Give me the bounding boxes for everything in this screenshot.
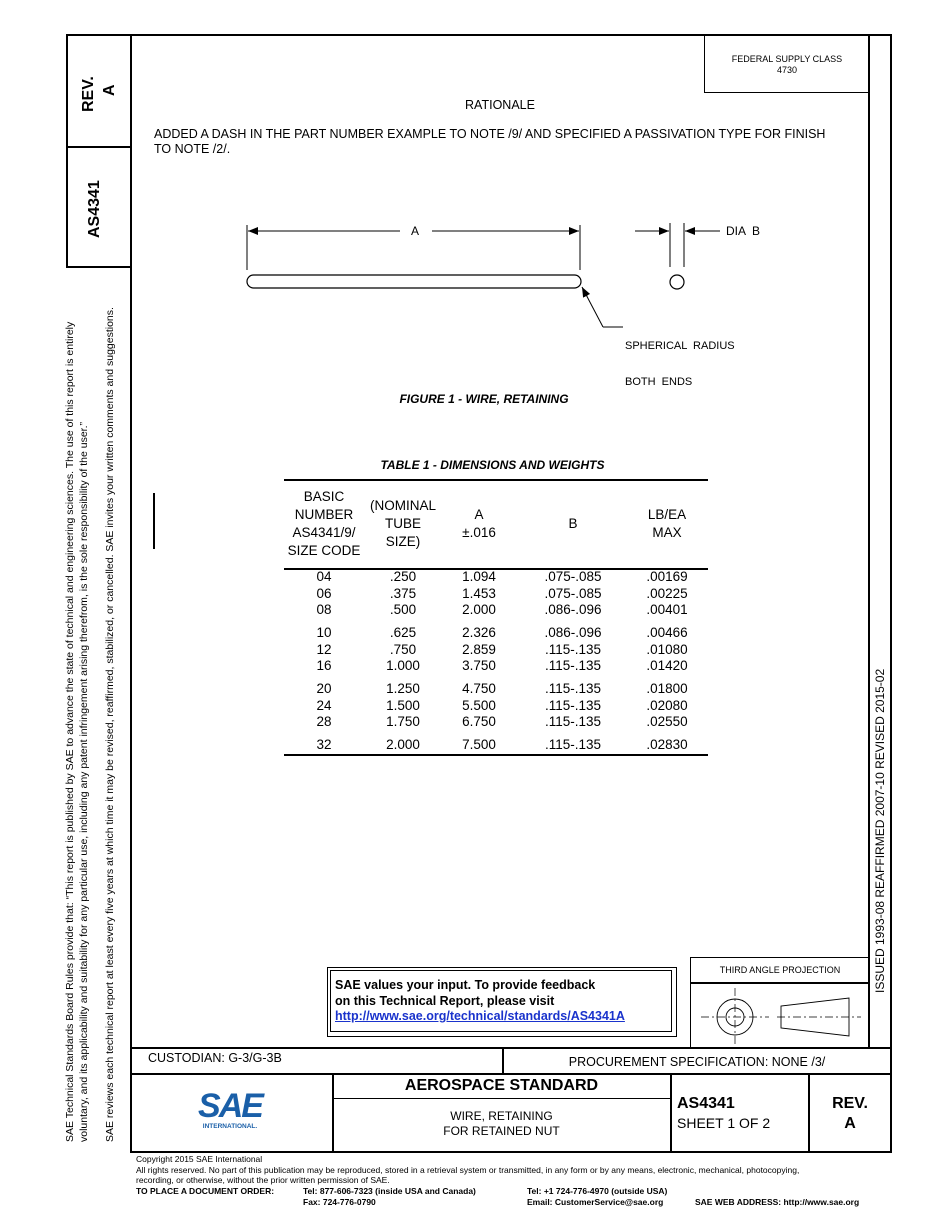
- dim-a-label: A: [411, 224, 420, 238]
- copyright: Copyright 2015 SAE International: [136, 1154, 263, 1164]
- header-line: B: [568, 516, 578, 531]
- table-cell: 6.750: [462, 714, 496, 729]
- table-cell: 2.326: [462, 625, 496, 640]
- feedback-box: [327, 967, 677, 1037]
- projection-box: [690, 957, 869, 1048]
- header-line: TUBE: [384, 516, 421, 531]
- table-cell: 1.453: [462, 585, 496, 601]
- col-header-basic-number: [284, 488, 364, 560]
- table-cell: 1.500: [386, 697, 420, 713]
- table-cell: 5.500: [462, 697, 496, 713]
- header-line: SIZE): [385, 534, 421, 549]
- table-cell: 3.750: [462, 658, 496, 673]
- table-cell: .00225: [646, 585, 688, 601]
- title-rev: [809, 1094, 891, 1134]
- table-cell: .02080: [646, 697, 688, 713]
- spherical-radius-note: [625, 316, 735, 400]
- issue-history: ISSUED 1993-08 REAFFIRMED 2007-10 REVISED 2015-02: [873, 668, 887, 993]
- rev-label-vertical: REV.: [80, 76, 97, 112]
- sheet-number: SHEET 1 OF 2: [677, 1115, 771, 1131]
- table-cell: .00169: [646, 569, 688, 584]
- feedback-line2: on this Technical Report, please visit: [335, 993, 555, 1008]
- table-cell: 04: [316, 569, 332, 584]
- table-cell: 10: [316, 625, 332, 640]
- sae-logo: [180, 1087, 280, 1130]
- title-line1: WIRE, RETAINING: [450, 1109, 553, 1123]
- table-cell: 1.750: [386, 714, 420, 729]
- table-cell: .750: [389, 641, 417, 657]
- document-title: [333, 1109, 670, 1139]
- col-header-weight: [624, 506, 710, 542]
- title-line2: FOR RETAINED NUT: [443, 1124, 560, 1138]
- table-cell: 4.750: [462, 681, 496, 696]
- table-cell: .625: [389, 625, 417, 640]
- header-line: A: [474, 507, 484, 522]
- table-title: TABLE 1 - DIMENSIONS AND WEIGHTS: [380, 458, 605, 472]
- col-header-a: [440, 506, 518, 542]
- rights-line1: All rights reserved. No part of this publication may be reproduced, stored in a retrieval system or transmitted, in any form or by any means, electronic, mechanical, photocopying,: [136, 1164, 800, 1175]
- third-angle-projection-symbol: [691, 984, 869, 1048]
- table-cell: .00401: [646, 602, 688, 617]
- table-cell: 06: [316, 585, 332, 601]
- title-rev-label: REV.: [832, 1095, 868, 1112]
- footer: [136, 1154, 886, 1186]
- table-cell: .115-.135: [544, 697, 602, 713]
- col-header-b: [528, 515, 618, 533]
- sae-logo-subtext: INTERNATIONAL.: [202, 1123, 258, 1130]
- table-cell: 28: [316, 714, 332, 729]
- revision-change-bar: [153, 493, 155, 549]
- table-cell: 2.000: [386, 737, 420, 752]
- feedback-link[interactable]: http://www.sae.org/technical/standards/AS4341A: [335, 1009, 625, 1023]
- wire-section-circle: [670, 275, 684, 289]
- table-cell: .115-.135: [544, 658, 602, 673]
- rationale-heading: RATIONALE: [465, 98, 535, 112]
- table-cell: .086-.096: [544, 602, 602, 617]
- table-cell: 1.000: [386, 658, 420, 673]
- table-cell: .02550: [646, 714, 688, 729]
- figure-caption: FIGURE 1 - WIRE, RETAINING: [399, 392, 569, 406]
- rights-line2: recording, or otherwise, without the prior written permission of SAE.: [136, 1175, 390, 1185]
- table-cell: .250: [389, 569, 417, 584]
- header-line: AS4341/9/: [292, 525, 356, 540]
- table-cell: .075-.085: [544, 569, 602, 584]
- projection-label: THIRD ANGLE PROJECTION: [719, 965, 841, 975]
- supply-class-box: [704, 34, 869, 93]
- table-cell: 08: [316, 602, 332, 617]
- title-doc-number: AS4341: [677, 1095, 735, 1112]
- board-rules-line2: voluntary, and its applicability and suitability for any particular use, including any patent infringement arising therefrom, is the sole responsibility of the user.”: [78, 421, 90, 1142]
- table-cell: 2.859: [462, 641, 496, 657]
- header-line: MAX: [652, 525, 682, 540]
- order-tel-intl: Tel: +1 724-776-4970 (outside USA): [527, 1186, 668, 1196]
- table-cell: 2.000: [462, 602, 496, 617]
- header-line: NUMBER: [294, 507, 354, 522]
- table-cell: .115-.135: [544, 641, 602, 657]
- supply-class-value: 4730: [776, 65, 798, 75]
- table-cell: 32: [316, 737, 332, 752]
- order-fax: Fax: 724-776-0790: [303, 1197, 376, 1207]
- note-line1: SPHERICAL RADIUS: [625, 340, 735, 352]
- sae-web-address[interactable]: SAE WEB ADDRESS: http://www.sae.org: [695, 1197, 860, 1207]
- order-email[interactable]: Email: CustomerService@sae.org: [527, 1197, 664, 1207]
- table-cell: .086-.096: [544, 625, 602, 640]
- table-cell: 1.250: [386, 681, 420, 696]
- board-rules-line1: SAE Technical Standards Board Rules provide that: “This report is published by SAE to advance the state of technical and engineering sciences. The use of this report is entirely: [64, 321, 76, 1142]
- table-body: [284, 569, 708, 753]
- table-cell: 1.094: [462, 569, 496, 584]
- rev-value-vertical: A: [101, 84, 118, 96]
- order-label: TO PLACE A DOCUMENT ORDER:: [136, 1186, 275, 1196]
- header-line: LB/EA: [647, 507, 687, 522]
- review-line: SAE reviews each technical report at least every five years at which time it may be revised, reaffirmed, stabilized, or cancelled. SAE invites your written comments and suggestions.: [104, 307, 116, 1142]
- table-cell: .500: [389, 602, 417, 617]
- feedback-line1: SAE values your input. To provide feedback: [335, 978, 596, 992]
- table-cell: .02830: [646, 737, 688, 752]
- table-cell: .01080: [646, 641, 688, 657]
- custodian-field: CUSTODIAN: G-3/G-3B: [148, 1051, 282, 1065]
- table-cell: .115-.135: [544, 714, 602, 729]
- supply-class-label: FEDERAL SUPPLY CLASS: [731, 54, 843, 64]
- doc-number-vertical: AS4341: [86, 180, 103, 238]
- table-cell: .115-.135: [544, 737, 602, 752]
- table-cell: 20: [316, 681, 332, 696]
- header-line: (NOMINAL: [369, 498, 436, 513]
- table-cell: .01800: [646, 681, 688, 696]
- procurement-field: PROCUREMENT SPECIFICATION: NONE /3/: [568, 1055, 826, 1069]
- title-rev-value: A: [844, 1115, 856, 1132]
- table-cell: .075-.085: [544, 585, 602, 601]
- table-cell: 7.500: [462, 737, 496, 752]
- table-cell: .01420: [646, 658, 688, 673]
- table-cell: 24: [316, 697, 332, 713]
- header-line: ±.016: [462, 525, 496, 540]
- table-cell: .375: [389, 585, 417, 601]
- order-tel-us: Tel: 877-606-7323 (inside USA and Canada): [303, 1186, 476, 1196]
- dim-b-label: DIA B: [726, 224, 761, 238]
- table-cell: 16: [316, 658, 332, 673]
- sae-logo-mark: SAE: [198, 1087, 262, 1125]
- standard-type: AEROSPACE STANDARD: [404, 1077, 599, 1094]
- table-cell: .00466: [646, 625, 688, 640]
- header-line: SIZE CODE: [287, 543, 361, 558]
- note-line2: BOTH ENDS: [625, 376, 693, 388]
- table-cell: .115-.135: [544, 681, 602, 696]
- rationale-text: ADDED A DASH IN THE PART NUMBER EXAMPLE TO NOTE /9/ AND SPECIFIED A PASSIVATION TYPE FOR FINISH TO NOTE /2/.: [154, 127, 826, 156]
- header-line: BASIC: [303, 489, 345, 504]
- col-header-nominal-tube: [362, 497, 444, 551]
- table-cell: 12: [316, 641, 332, 657]
